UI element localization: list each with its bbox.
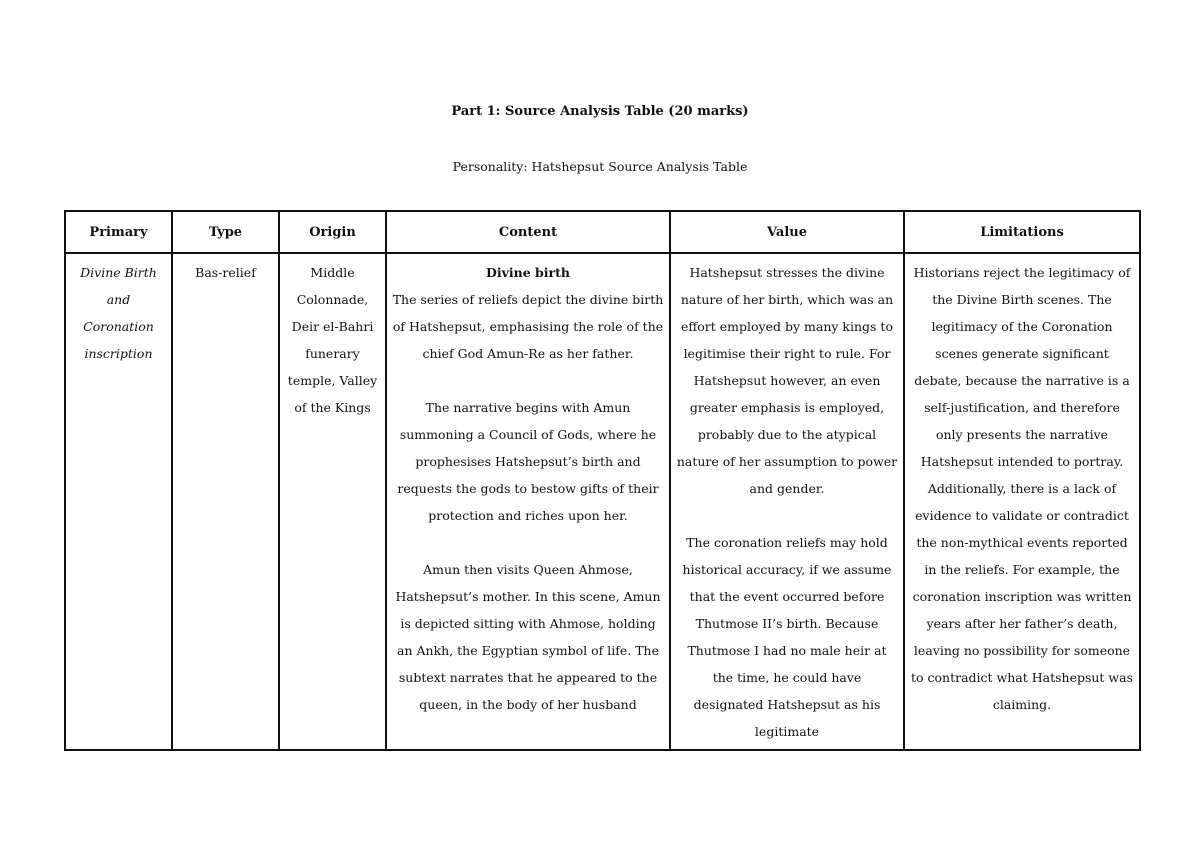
- paragraph-gap: [392, 529, 664, 556]
- source-origin: Middle Colonnade, Deir el-Bahri funerary temple, Valley of the Kings: [287, 265, 378, 415]
- paragraph-gap: [392, 367, 664, 394]
- header-limitations: Limitations: [904, 211, 1140, 253]
- cell-type: [172, 253, 279, 750]
- value-paragraph: The coronation reliefs may hold historical accuracy, if we assume that the event occurred before Thutmose II’s birth. Because Thutmose I had no male heir at the time, he could have designated Hatshepsut as his legitimate: [682, 535, 892, 739]
- content-paragraph: The series of reliefs depict the divine birth of Hatshepsut, emphasising the role of the chief God Amun-Re as her father.: [392, 292, 664, 361]
- content-paragraph: Amun then visits Queen Ahmose, Hatshepsut’s mother. In this scene, Amun is depicted sitting with Ahmose, holding an Ankh, the Egyptian symbol of life. The subtext narrates that he appeared to the queen, in the body of her husband: [395, 562, 661, 712]
- content-heading: Divine birth: [486, 265, 570, 280]
- primary-source-title: Divine Birth and Coronation inscription: [80, 265, 157, 361]
- cell-primary: [65, 253, 172, 750]
- header-content: Content: [386, 211, 670, 253]
- header-primary: Primary: [65, 211, 172, 253]
- paragraph-gap: [676, 502, 898, 529]
- page-title: Part 1: Source Analysis Table (20 marks): [451, 104, 749, 119]
- source-analysis-table: [64, 210, 1141, 751]
- limitations-text: Historians reject the legitimacy of the Divine Birth scenes. The legitimacy of the Coronation scenes generate significant debate, because the narrative is a self-justification, and therefore only presents the narrative Hatshepsut intended to portray. Additionally, there is a lack of evidence to validate or contradict the non-mythical events reported in the reliefs. For example, the coronation inscription was written years after her father’s death, leaving no possibility for someone to contradict what Hatshepsut was claiming.: [910, 265, 1133, 712]
- header-origin: Origin: [279, 211, 386, 253]
- page-subtitle: Personality: Hatshepsut Source Analysis Table: [452, 159, 748, 174]
- cell-value: [670, 253, 904, 750]
- content-paragraph: The narrative begins with Amun summoning a Council of Gods, where he prophesises Hatshepsut’s birth and requests the gods to bestow gifts of their protection and riches upon her.: [397, 400, 659, 523]
- cell-origin: [279, 253, 386, 750]
- table-row: [65, 253, 1140, 750]
- source-type: Bas-relief: [195, 265, 256, 280]
- cell-content: [386, 253, 670, 750]
- header-type: Type: [172, 211, 279, 253]
- cell-limitations: [904, 253, 1140, 750]
- table-header-row: [65, 211, 1140, 253]
- header-value: Value: [670, 211, 904, 253]
- value-paragraph: Hatshepsut stresses the divine nature of her birth, which was an effort employed by many kings to legitimise their right to rule. For Hatshepsut however, an even greater emphasis is employed, probably due to the atypical nature of her assumption to power and gender.: [676, 265, 898, 496]
